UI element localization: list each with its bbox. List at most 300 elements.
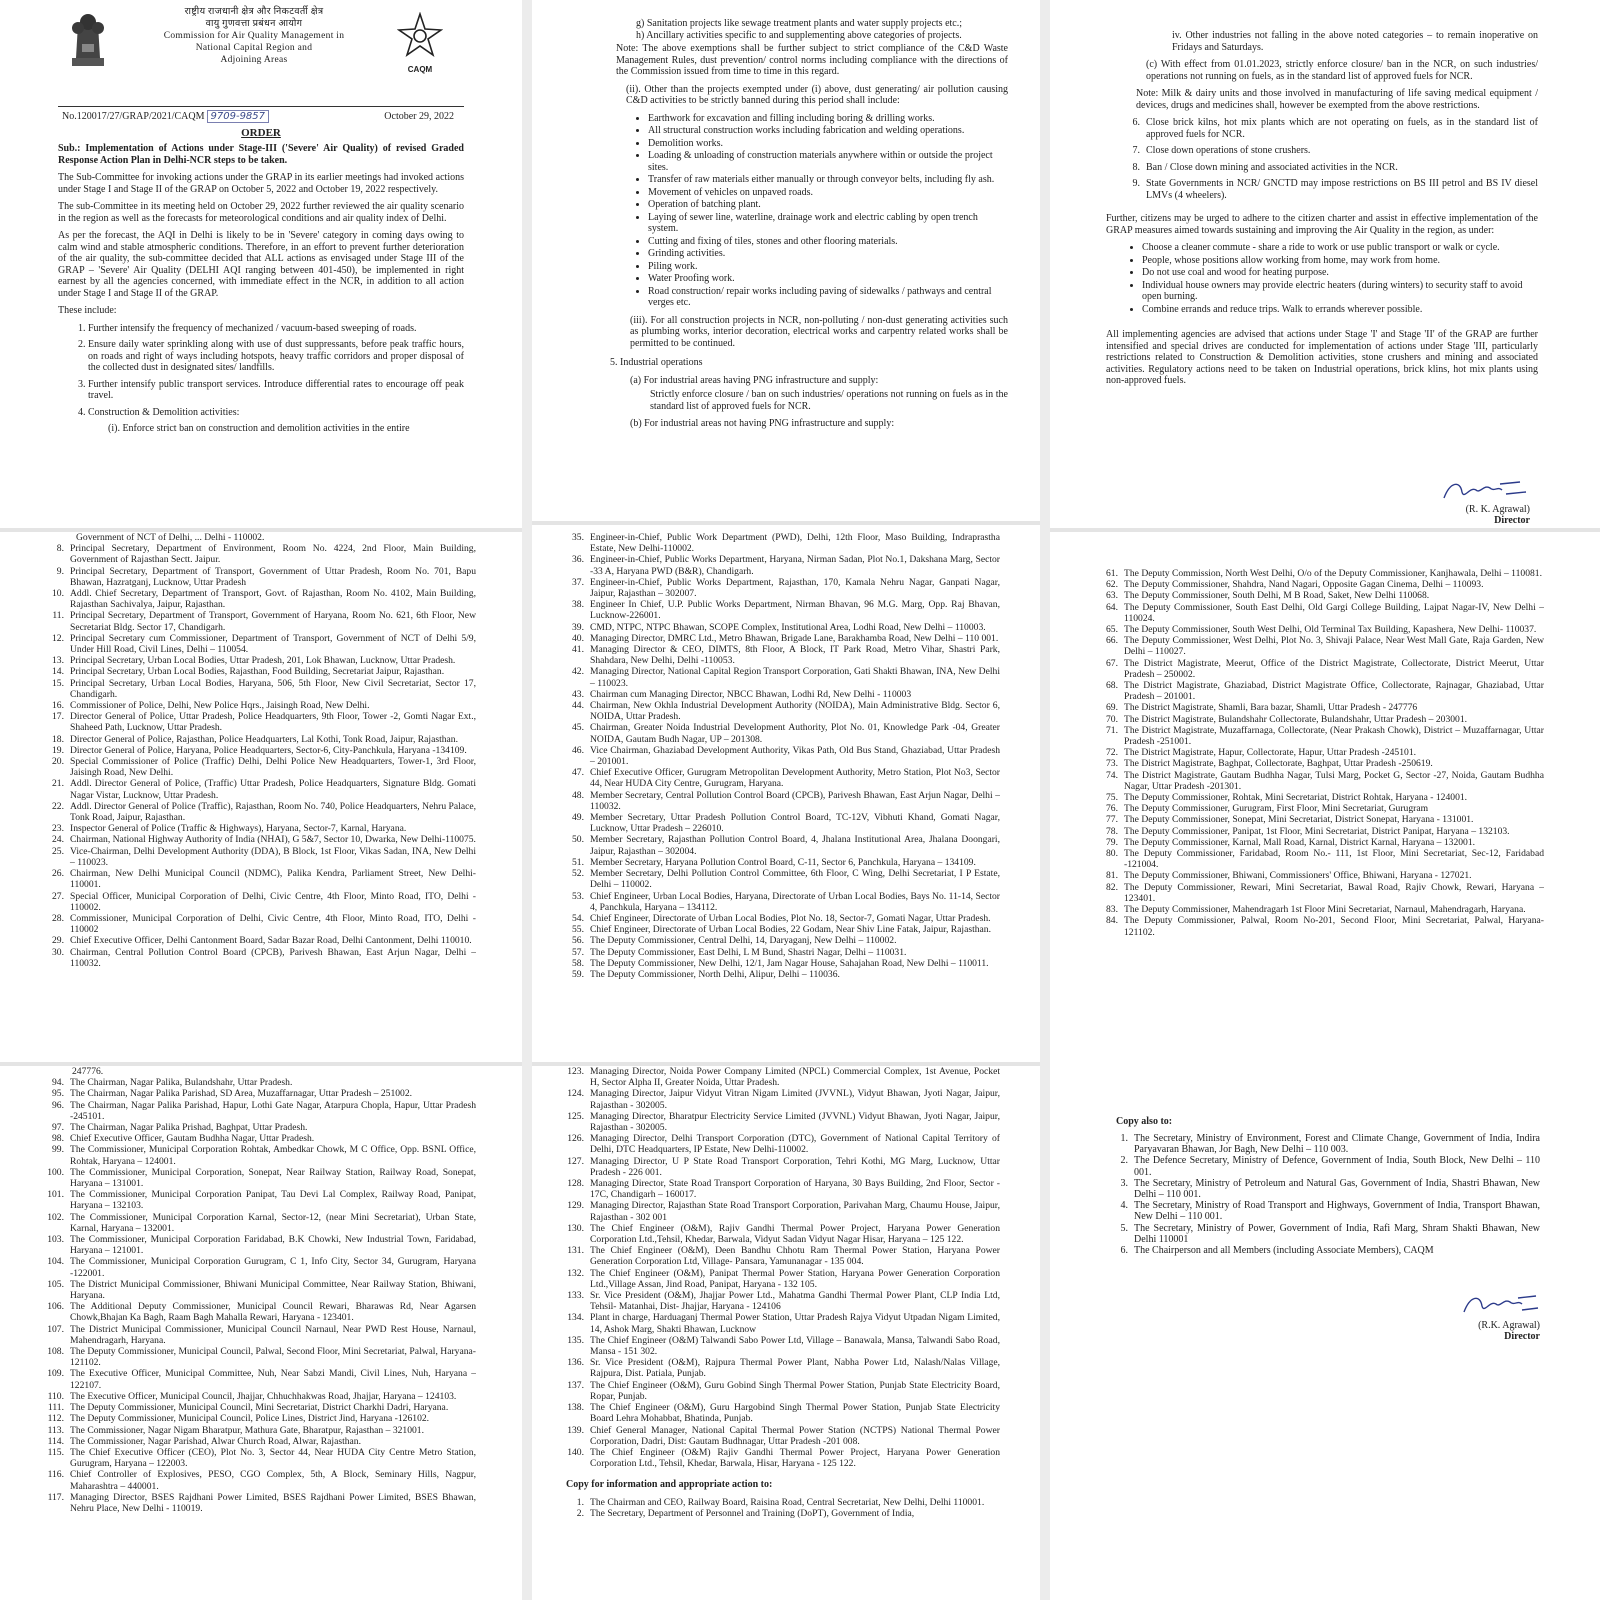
list-item [1090, 602, 1544, 624]
item-number: 46. [572, 744, 584, 756]
item-text: Chairman, Central Pollution Control Board (CPCB), Parivesh Bhawan, East Arjun Nagar, Delhi – 110032. [70, 946, 476, 969]
citizen-paragraph: Further, citizens may be urged to adhere to the citizen charter and assist in effective implementation of the GRAP measures aimed towards sustaining and improving the Air Quality in the region, as under: [1106, 213, 1538, 236]
item-text: The Chief Engineer (O&M), Rajiv Gandhi Thermal Power Project, Haryana Power Generation Corporation Ltd.,Tehsil, Khedar, Barwala, Vidyut Sadan Vidyut Nagar Hisar, Haryana – 125 122. [590, 1222, 1000, 1246]
item-text: Managing Director, Delhi Transport Corporation (DTC), Government of National Capital Territory of Delhi, DTC Headquarters, IP Estate, New Delhi-110002. [590, 1133, 1000, 1156]
signatory-designation: Director [1504, 1331, 1540, 1342]
item-number: 6. [1120, 1245, 1128, 1257]
item-number: 111. [47, 1402, 64, 1414]
item-number: 40. [572, 632, 584, 644]
item-number: 137. [567, 1379, 584, 1391]
item-text: The Deputy Commissioner, South West Delhi, Old Terminal Tax Building, Kapashera, New Delhi- 110037. [1124, 624, 1537, 636]
item-text: The Chief Engineer (O&M), Panipat Thermal Power Station, Haryana Power Generation Corporation Ltd.,Village Assan, Jind Road, Panipat, Haryana - 132 105. [590, 1267, 1000, 1290]
item-number: 133. [567, 1290, 584, 1302]
list-item [36, 1133, 476, 1144]
item-text: Chairman cum Managing Director, NBCC Bhawan, Lodhi Rd, New Delhi - 110003 [590, 688, 912, 700]
item-text: Close brick kilns, hot mix plants which are not operating on fuels, as in the standard list of approved fuels for NCR. [1146, 117, 1538, 140]
item-number: 21. [52, 778, 64, 790]
recipient-list-page [1090, 568, 1544, 1058]
item-text: Director General of Police, Haryana, Police Headquarters, Sector-6, City-Panchkula, Haryana -134109. [70, 744, 467, 756]
item-text: The Chief Engineer (O&M), Guru Hargobind Singh Thermal Power Station, Punjab State Electricity Board Lehra Mohabbat, Bhatinda, Punjab. [590, 1402, 1000, 1425]
item-text: Principal Secretary, Urban Local Bodies, Haryana, 506, 5th Floor, New Civil Secretariat, Sector 17, Chandigarh. [70, 677, 476, 700]
item-number: 66. [1106, 635, 1118, 647]
item-number: 14. [52, 666, 64, 678]
item-text: Inspector General of Police (Traffic & Highways), Haryana, Sector-7, Karnal, Haryana. [70, 823, 407, 835]
item-text: Addl. Chief Secretary, Department of Transport, Govt. of Rajasthan, Room No. 4102, Main Building, Rajasthan Sachivalya, Jaipur, Rajasthan. [70, 588, 476, 611]
list-item [36, 588, 476, 610]
ban-paragraph: (ii). Other than the projects exempted under (i) above, dust generating/ air pollution causing C&D activities to be strictly banned during this period shall include: [626, 83, 1008, 106]
item-text: Sr. Vice President (O&M), Rajpura Thermal Power Plant, Nabha Power Ltd, Nalash/Nalas Village, Rajpura, Dist. Patiala, Punjab. [590, 1357, 1000, 1380]
item-text: State Governments in NCR/ GNCTD may impose restrictions on BS III petrol and BS IV diesel LMVs (4 wheelers). [1146, 178, 1538, 201]
item-text: Principal Secretary, Department of Environment, Room No. 4224, 2nd Floor, Main Building, Government of Rajasthan Sectt. Jaipur. [70, 543, 476, 566]
item-text: Principal Secretary, Department of Transport, Government of Uttar Pradesh, Room No. 701, Bapu Bhawan, Hazratganj, Lucknow, Uttar Pradesh [70, 565, 476, 588]
list-item [36, 655, 476, 666]
national-emblem-icon [66, 4, 110, 72]
item-text: The Commissioner, Municipal Corporation Rohtak, Ambedkar Chowk, M C Office, Opp. BSNL Office, Rohtak, Haryana – 124001. [70, 1144, 476, 1167]
exempted-item: h) Ancillary activities specific to and supplementing above categories of projects. [636, 29, 962, 41]
list-item [1100, 1133, 1540, 1155]
banned-activity: • Water Proofing work. [648, 273, 1008, 285]
item-text: Managing Director & CEO, DIMTS, 8th Floor, A Block, IT Park Road, Metro Vihar, Shastri Park, Shahdara, New Delhi, Delhi -110053. [590, 644, 1000, 667]
item-number: 42. [572, 666, 584, 678]
item-number: 72. [1106, 747, 1118, 759]
item-number: 84. [1106, 915, 1118, 927]
copy-also-heading: Copy also to: [1116, 1116, 1173, 1127]
item-text: The Chairman, Nagar Palika, Bulandshahr, Uttar Pradesh. [70, 1077, 293, 1089]
item-number: 131. [567, 1245, 584, 1257]
item-number: 19. [52, 744, 64, 756]
list-item [1100, 1178, 1540, 1200]
item-number: 126. [567, 1133, 584, 1145]
list-item [1100, 1155, 1540, 1177]
item-number: 129. [567, 1200, 584, 1212]
item-text: Member Secretary, Delhi Pollution Control Committee, 6th Floor, C Wing, Delhi Secretariat, I P Estate, Delhi – 110002. [590, 868, 1000, 891]
item-text: The Secretary, Ministry of Road Transport and Highways, Government of India, Transport Bhawan, New Delhi – 110 001. [1134, 1200, 1540, 1223]
action-list [58, 323, 464, 419]
item-text: Chief Engineer, Directorate of Urban Local Bodies, Plot No. 18, Sector-7, Gomati Nagar, Uttar Pradesh. [590, 912, 991, 924]
list-item [556, 924, 1000, 935]
item-number: 96. [52, 1099, 64, 1111]
banned-activities-list [590, 113, 1008, 309]
item-text: The District Magistrate, Shamli, Bara bazar, Shamli, Uttar Pradesh - 247776 [1124, 702, 1418, 714]
list-item [556, 622, 1000, 633]
item-text: The Deputy Commissioner, Mahendragarh 1st Floor Mini Secretariat, Narnaul, Mahendragarh, Haryana. [1124, 904, 1526, 916]
item-number: 6. [1132, 117, 1140, 128]
item-text: The Deputy Commissioner, New Delhi, 12/1, Jam Nagar House, Sahajahan Road, New Delhi – 110011. [590, 957, 989, 969]
list-item [36, 1100, 476, 1122]
list-item [556, 1245, 1000, 1267]
item-number: 113. [47, 1424, 64, 1436]
item-number: 130. [567, 1222, 584, 1234]
item-text: The Deputy Commissioner, Municipal Council, Police Lines, District Jind, Haryana -126102. [70, 1413, 430, 1425]
list-item [556, 913, 1000, 924]
list-item [1090, 702, 1544, 713]
list-item [556, 1402, 1000, 1424]
item-text: Managing Director, DMRC Ltd., Metro Bhawan, Brigade Lane, Barakhamba Road, New Delhi – 110 001. [590, 632, 999, 644]
item-text: Chairman, Greater Noida Industrial Development Authority, Plot No. 01, Knowledge Park -04, Greater NOIDA, Gautam Budh Nagar, UP – 201308. [590, 722, 1000, 745]
item-text: The Deputy Commissioner, South East Delhi, Old Gargi College Building, Lajpat Nagar-IV, New Delhi – 110024. [1124, 601, 1544, 624]
item-text: The Chairman, Nagar Palika Parishad, SD Area, Muzaffarnagar, Uttar Pradesh – 251002. [70, 1088, 413, 1100]
item-text: Close down operations of stone crushers. [1146, 145, 1311, 156]
hindi-title: राष्ट्रीय राजधानी क्षेत्र और निकटवर्ती क्षेत्र [184, 7, 324, 17]
item-text: Engineer-in-Chief, Public Work Department (PWD), Delhi, 12th Floor, Maso Building, Indraprastha Estate, New Delhi-110002. [590, 532, 1000, 555]
item-text: The Defence Secretary, Ministry of Defence, Government of India, South Block, New Delhi – 110 001. [1134, 1155, 1540, 1178]
page-separator [1050, 528, 1600, 532]
list-item [36, 935, 476, 946]
list-item [36, 1413, 476, 1424]
item-text: The Chairman, Nagar Palika Parishad, Hapur, Lothi Gate Nagar, Atarpura Chopla, Hapur, Uttar Pradesh -245101. [70, 1099, 476, 1122]
list-item [36, 1234, 476, 1256]
recipient-list [1090, 568, 1544, 938]
column-gap [1040, 0, 1050, 1600]
item-text: The Commissioner, Nagar Nigam Bharatpur, Mathura Gate, Bharatpur, Rajasthan – 321001. [70, 1424, 424, 1436]
list-item [1100, 1223, 1540, 1245]
banned-activity: • Cutting and fixing of tiles, stones and other flooring materials. [648, 236, 1008, 248]
action-item: 3. Further intensify public transport services. Introduce differential rates to encourage off peak travel. [88, 379, 464, 402]
list-item [36, 1144, 476, 1166]
list-item [36, 913, 476, 935]
item-number: 99. [52, 1144, 64, 1156]
item-text: Managing Director, U P State Road Transport Corporation, Tehri Kothi, MG Marg, Lucknow, Uttar Pradesh - 226 001. [590, 1155, 1000, 1178]
item-text: The Deputy Commissioner, North Delhi, Alipur, Delhi – 110036. [590, 968, 840, 980]
item-text: Ban / Close down mining and associated activities in the NCR. [1146, 161, 1398, 173]
item-number: 107. [47, 1323, 64, 1335]
item-text: Sr. Vice President (O&M), Jhajjar Power Ltd., Mahatma Gandhi Thermal Power Plant, CLP India Ltd, Tehsil- Matanhai, Dist- Jhajjar, Haryana - 124106 [590, 1290, 1000, 1313]
list-item [556, 1200, 1000, 1222]
item-number: 117. [47, 1491, 64, 1503]
item-number: 63. [1106, 590, 1118, 602]
list-item [36, 823, 476, 834]
list-item [556, 891, 1000, 913]
item-text: Chairman, National Highway Authority of India (NHAI), G 5&7, Sector 10, Dwarka, New Delhi-110075. [70, 834, 476, 846]
item-number: 124. [567, 1088, 584, 1100]
item-text: Commissioner of Police, Delhi, New Police Hqrs., Jaisingh Road, New Delhi. [70, 700, 370, 712]
item-number: 103. [47, 1234, 64, 1246]
item-number: 95. [52, 1088, 64, 1100]
item-text: Vice-Chairman, Delhi Development Authority (DDA), B Block, 1st Floor, Vikas Sadan, INA, New Delhi – 110023. [70, 845, 476, 868]
list-item [36, 1402, 476, 1413]
item-number: 1. [1120, 1133, 1128, 1144]
list-item [1090, 635, 1544, 657]
signature-block [1410, 1290, 1540, 1342]
item-number: 108. [47, 1346, 64, 1358]
item-text: The Deputy Commissioner, Sonepat, Mini Secretariat, District Sonepat, Haryana - 131001. [1124, 814, 1474, 826]
list-item [36, 666, 476, 677]
order-paragraph: The sub-Committee in its meeting held on October 29, 2022 further reviewed the air quality scenario in the region as well as the forecasts for meteorological conditions and air quality index of Delhi. [58, 201, 464, 224]
industrial-operations-heading: 5. Industrial operations [610, 357, 703, 368]
action-item: 4. Construction & Demolition activities: [88, 407, 464, 419]
list-item [556, 577, 1000, 599]
item-number: 2. [1120, 1155, 1128, 1167]
item-text: Chief Controller of Explosives, PESO, CGO Complex, 5th, A Block, Seminary Hills, Nagpur, Maharashtra – 440001. [70, 1469, 476, 1492]
agencies-paragraph: All implementing agencies are advised that actions under Stage 'I' and Stage 'II' of the GRAP are further intensified and special drives are conducted for implementation of actions under Stage 'III, particularly restrictions related to Construction & Demolition activities, stone crushers and mining and associated activities. Regulatory actions need to be taken on Industrial operations, brick klins, hot mix plants using non-approved fuels. [1106, 329, 1538, 386]
list-item [556, 644, 1000, 666]
item-text: The Deputy Commissioner, Municipal Council, Mini Secretariat, District Charkhi Dadri, Haryana. [70, 1402, 449, 1414]
citizen-item: • Individual house owners may provide electric heaters (during winters) to security staff to avoid open burning. [1142, 280, 1538, 303]
handwritten-reference: 9709-9857 [207, 110, 270, 123]
item-text: Vice Chairman, Ghaziabad Development Authority, Vikas Path, Old Bus Stand, Ghaziabad, Uttar Pradesh – 201001. [590, 744, 1000, 768]
item-text: The Deputy Commissioner, Rewari, Mini Secretariat, Bawal Road, Rajiv Chowk, Rewari, Haryana – 123401. [1124, 881, 1544, 904]
item-number: 70. [1106, 713, 1118, 725]
item-number: 115. [47, 1446, 64, 1458]
list-item [556, 700, 1000, 722]
item-number: 9. [1132, 178, 1140, 189]
item-number: 102. [47, 1211, 64, 1223]
item-text: The Deputy Commissioner, Panipat, 1st Floor, Mini Secretariat, District Panipat, Haryana – 132103. [1124, 825, 1510, 837]
item-number: 61. [1106, 568, 1118, 579]
item-number: 39. [572, 621, 584, 633]
item-number: 37. [572, 576, 584, 588]
list-item [1090, 747, 1544, 758]
item-number: 68. [1106, 680, 1118, 692]
action-item: 2. Ensure daily water sprinkling along with use of dust suppressants, before peak traffic hours, on roads and right of ways including hotspots, heavy traffic corridors and proper disposal of the collected dust in designated sites/ landfills. [88, 339, 464, 374]
citizen-charter-list [1106, 242, 1538, 315]
item-number: 18. [52, 733, 64, 745]
item-number: 135. [567, 1334, 584, 1346]
list-item [36, 834, 476, 845]
recipient-list [36, 1077, 476, 1514]
list-item [556, 1133, 1000, 1155]
item-number: 80. [1106, 848, 1118, 860]
item-number: 104. [47, 1256, 64, 1268]
banned-activity: • All structural construction works including fabrication and welding operations. [648, 125, 1008, 137]
item-number: 4. [1120, 1200, 1128, 1212]
item-number: 7. [1132, 145, 1140, 156]
column-gap [522, 0, 532, 1600]
item-number: 100. [47, 1166, 64, 1178]
caqm-logo [394, 12, 446, 76]
item-text: Principal Secretary cum Commissioner, Department of Transport, Government of NCT of Delhi 5/9, Under Hill Road, Civil Lines, Delhi – 110054. [70, 632, 476, 656]
item-number: 65. [1106, 624, 1118, 636]
item-number: 116. [47, 1469, 64, 1481]
item-number: 97. [52, 1122, 64, 1134]
item-text: The Deputy Commissioner, West Delhi, Plot No. 3, Shivaji Palace, Near West Mall Gate, Raja Garden, New Delhi – 110027. [1124, 635, 1544, 658]
item-text: The Secretary, Ministry of Environment, Forest and Climate Change, Government of India, Indira Paryavaran Bhawan, Jor Bagh, New Delhi – 110 003. [1134, 1133, 1540, 1156]
order-page-2 [590, 18, 1008, 518]
item-number: 30. [52, 946, 64, 958]
org-name-line: Commission for Air Quality Management in [163, 31, 345, 41]
item-text: Engineer-in-Chief, Public Works Department, Rajasthan, 170, Kamala Nehru Nagar, Ganpati Nagar, Jaipur, Rajasthan – 302007. [590, 576, 1000, 600]
list-item [556, 868, 1000, 890]
item-number: 83. [1106, 904, 1118, 916]
list-item [36, 1189, 476, 1211]
reference-line [58, 111, 464, 122]
action-item [1112, 162, 1538, 174]
item-text: The District Magistrate, Muzaffarnaga, Collectorate, (Near Prakash Chowk), District – Muzaffarnagar, Uttar Pradesh -251001. [1124, 724, 1544, 748]
item-text: Plant in charge, Harduaganj Thermal Power Station, Uttar Pradesh Rajya Vidyut Utpadan Nigam Limited, 14, Ashok Marg, Shakti Bhawan, Lucknow [590, 1312, 1000, 1335]
item-text: The Commissioner, Municipal Corporation Gurugram, C 1, Info City, Sector 34, Gurugram, Haryana -122001. [70, 1256, 476, 1279]
item-text: Managing Director, Bharatpur Electricity Service Limited (JVVNL) Vidyut Bhawan, Jyoti Nagar, Jaipur, Rajasthan - 302005. [590, 1110, 1000, 1134]
item-number: 22. [52, 800, 64, 812]
item-number: 75. [1106, 792, 1118, 804]
list-item [556, 1508, 1000, 1519]
recipient-list-page [556, 1066, 1000, 1600]
caqm-star-icon [397, 12, 443, 60]
item-number: 77. [1106, 814, 1118, 826]
citizen-item: • People, whose positions allow working from home, may work from home. [1142, 255, 1538, 267]
list-item [36, 801, 476, 823]
item-number: 71. [1106, 724, 1118, 736]
item-number: 36. [572, 554, 584, 566]
item-text: Chief General Manager, National Capital Thermal Power Station (NCTPS) National Thermal Power Corporation, Dadri, Dist: Gautam Budhnagar, Uttar Pradesh -201 008. [590, 1424, 1000, 1447]
item-number: 41. [572, 644, 584, 656]
item-number: 1. [576, 1496, 584, 1508]
list-item [556, 1380, 1000, 1402]
list-item [556, 1290, 1000, 1312]
item-number: 53. [572, 890, 584, 902]
item-text: Chief Executive Officer, Gautam Budhha Nagar, Uttar Pradesh. [70, 1133, 315, 1145]
item-number: 50. [572, 834, 584, 846]
item-text: The Additional Deputy Commissioner, Municipal Council Rewari, Bharawas Rd, Near Agarsen Chowk,Bhajan Ka Bagh, Raam Bagh Mahalla Rewari, Haryana - 123401. [70, 1301, 476, 1324]
list-item [36, 1279, 476, 1301]
item-text: Special Commissioner of Police (Traffic) Delhi, Delhi Police New Headquarters, Tower-1, 3rd Floor, Jaisingh Road, New Delhi. [70, 756, 476, 779]
item-number: 45. [572, 722, 584, 734]
item-text: The Deputy Commissioner, East Delhi, L M Bund, Shastri Nagar, Delhi – 110031. [590, 946, 907, 958]
item-text: The Executive Officer, Municipal Committee, Nuh, Near Sabzi Mandi, Civil Lines, Nuh, Haryana – 122107. [70, 1368, 476, 1391]
industry-note: Note: Milk & dairy units and those involved in manufacturing of life saving medical equipment / devices, drugs and medicines shall, however be exempted from the above restrictions. [1136, 88, 1538, 111]
industrial-subheading: (a) For industrial areas having PNG infrastructure and supply: [630, 374, 879, 386]
item-text: Managing Director, BSES Rajdhani Power Limited, BSES Rajdhani Power Limited, BSES Bhawan, Nehru Place, New Delhi - 110019. [70, 1491, 476, 1514]
citizen-item: • Choose a cleaner commute - share a ride to work or use public transport or walk or cycle. [1142, 242, 1538, 254]
signatory-name: (R.K. Agrawal) [1478, 1320, 1540, 1331]
list-item [36, 868, 476, 890]
list-item [556, 935, 1000, 946]
item-text: Member Secretary, Rajasthan Pollution Control Board, 4, Jhalana Institutional Area, Jhalana Doongari, Jaipur, Rajasthan – 302004. [590, 834, 1000, 857]
list-item [1090, 658, 1544, 680]
list-item [556, 666, 1000, 688]
list-item [1100, 1245, 1540, 1256]
item-text: CMD, NTPC, NTPC Bhawan, SCOPE Complex, Institutional Area, Lodhi Road, New Delhi – 110003. [590, 621, 986, 633]
item-number: 28. [52, 912, 64, 924]
item-text: The District Magistrate, Baghpat, Collectorate, Baghpat, Uttar Pradesh -250619. [1124, 758, 1433, 770]
item-text: The Secretary, Ministry of Petroleum and Natural Gas, Government of India, Shastri Bhawan, New Delhi – 110 001. [1134, 1177, 1540, 1201]
list-item [1090, 714, 1544, 725]
item-text: The District Magistrate, Ghaziabad, District Magistrate Office, Collectorate, Rajnagar, Ghaziabad, Uttar Pradesh – 201001. [1124, 680, 1544, 703]
list-item [556, 1066, 1000, 1088]
list-item [556, 599, 1000, 621]
list-item [1090, 870, 1544, 881]
item-text: The Chief Engineer (O&M), Guru Gobind Singh Thermal Power Station, Punjab State Electricity Board, Ropar, Punjab. [590, 1379, 1000, 1402]
industrial-paragraph: Strictly enforce closure / ban on such industries/ operations not running on fuels as in the standard list of approved fuels for NCR. [650, 389, 1008, 412]
item-text: The Deputy Commissioner, South Delhi, M B Road, Saket, New Delhi 110068. [1124, 590, 1430, 602]
letterhead-text [124, 6, 384, 66]
list-item [36, 734, 476, 745]
item-number: 55. [572, 924, 584, 936]
list-item [36, 1469, 476, 1491]
item-text: Managing Director, National Capital Region Transport Corporation, Gati Shakti Bhawan, INA, New Delhi – 110023. [590, 666, 1000, 689]
list-item [36, 1436, 476, 1447]
item-number: 54. [572, 912, 584, 924]
banned-activity: • Grinding activities. [648, 248, 1008, 260]
list-item [556, 722, 1000, 744]
list-item [556, 1088, 1000, 1110]
item-text: The District Municipal Commissioner, Municipal Council Narnaul, Near PWD Rest House, Narnaul, Mahendragarh, Haryana. [70, 1323, 476, 1346]
item-text: The District Magistrate, Gautam Budhha Nagar, Tulsi Marg, Pocket G, Sector -27, Noida, Gautam Budhha Nagar, Uttar Pradesh -201301. [1124, 769, 1544, 792]
item-number: 139. [567, 1424, 584, 1436]
list-item [36, 1122, 476, 1133]
item-text: Chairman, New Okhla Industrial Development Authority (NOIDA), Main Administrative Bldg. Sector 6, NOIDA, Uttar Pradesh. [590, 700, 1000, 723]
item-number: 110. [47, 1390, 64, 1402]
item-number: 78. [1106, 825, 1118, 837]
list-item [556, 689, 1000, 700]
item-text: The District Magistrate, Meerut, Office of the District Magistrate, Collectorate, District Meerut, Uttar Pradesh – 250002. [1124, 657, 1544, 680]
order-page-1 [58, 0, 464, 528]
item-number: 10. [52, 588, 64, 600]
item-text: Managing Director, Noida Power Company Limited (NPCL) Commercial Complex, 1st Avenue, Pocket H, Sector Alpha II, Greater Noida, Uttar Pradesh. [590, 1066, 1000, 1089]
item-number: 62. [1106, 579, 1118, 591]
item-number: 114. [47, 1435, 64, 1447]
org-name-line: Adjoining Areas [220, 55, 288, 65]
recipient-list [36, 543, 476, 969]
item-number: 56. [572, 935, 584, 947]
industry-condition: iv. Other industries not falling in the above noted categories – to remain inoperative on Fridays and Saturdays. [1172, 30, 1538, 53]
list-item [1090, 792, 1544, 803]
item-text: The District Magistrate, Hapur, Collectorate, Hapur, Uttar Pradesh -245101. [1124, 747, 1417, 759]
action-item [1112, 178, 1538, 201]
list-lead-line: 247776. [72, 1066, 104, 1077]
copy-also-list [1100, 1133, 1540, 1256]
item-text: Director General of Police, Rajasthan, Police Headquarters, Lal Kothi, Tonk Road, Jaipur, Rajasthan. [70, 733, 459, 745]
item-number: 134. [567, 1312, 584, 1324]
list-item [1090, 770, 1544, 792]
list-item [36, 1324, 476, 1346]
item-number: 101. [47, 1189, 64, 1201]
banned-activity: • Road construction/ repair works including paving of sidewalks / pathways and central verges etc. [648, 286, 1008, 309]
item-number: 98. [52, 1133, 64, 1145]
item-text: The Commissioner, Municipal Corporation Faridabad, B.K Chowki, New Industrial Town, Faridabad, Haryana – 121001. [70, 1234, 476, 1257]
list-item [1090, 579, 1544, 590]
list-item [1090, 904, 1544, 915]
list-item [36, 947, 476, 969]
banned-activity: • Laying of sewer line, waterline, drainage work and electric cabling by open trench system. [648, 212, 1008, 235]
item-number: 136. [567, 1357, 584, 1369]
list-item [1090, 725, 1544, 747]
item-text: The Deputy Commissioner, Gurugram, First Floor, Mini Secretariat, Gurugram [1124, 803, 1429, 815]
item-number: 132. [567, 1267, 584, 1279]
item-text: The Deputy Commissioner, Rohtak, Mini Secretariat, District Rohtak, Haryana - 124001. [1124, 792, 1468, 804]
item-text: Special Officer, Municipal Corporation of Delhi, Civic Centre, 4th Floor, Minto Road, ITO, Delhi - 110002. [70, 890, 476, 913]
recipient-list-page [36, 532, 476, 1062]
banned-activity: • Demolition works. [648, 138, 1008, 150]
list-item [556, 834, 1000, 856]
item-text: Addl. Director General of Police (Traffic), Rajasthan, Room No. 740, Police Headquarters, Nehru Palace, Tonk Road, Jaipur, Rajasthan. [70, 800, 476, 824]
list-item [36, 756, 476, 778]
list-item [1090, 814, 1544, 825]
item-text: Managing Director, State Road Transport Corporation of Haryana, 30 Bays Building, 2nd Floor, Sector - 17C, Chandigarh – 160017. [590, 1178, 1000, 1201]
item-text: The Chief Engineer (O&M) Rajiv Gandhi Thermal Power Project, Haryana Power Generation Corporation Ltd., Tehsil, Khedar, Barwala, Hisar, Haryana - 125 122. [590, 1446, 1000, 1470]
list-item [36, 678, 476, 700]
item-number: 57. [572, 946, 584, 958]
item-number: 74. [1106, 769, 1118, 781]
list-item [556, 1178, 1000, 1200]
list-item [36, 700, 476, 711]
list-item [36, 778, 476, 800]
list-item [36, 1256, 476, 1278]
item-text: The Commissioner, Nagar Parishad, Alwar Church Road, Alwar, Rajasthan. [70, 1435, 361, 1447]
list-item [36, 1212, 476, 1234]
handwritten-signature [1460, 1290, 1540, 1320]
item-text: Engineer In Chief, U.P. Public Works Department, Nirman Bhavan, 96 M.G. Marg, Opp. Raj Bhavan, Lucknow-226001. [590, 599, 1000, 622]
item-number: 138. [567, 1402, 584, 1414]
list-item [36, 566, 476, 588]
item-number: 48. [572, 789, 584, 801]
item-number: 23. [52, 823, 64, 835]
item-text: Managing Director, Rajasthan State Road Transport Corporation, Parivahan Marg, Chaumu House, Jaipur, Rajasthan - 302 001 [590, 1200, 1000, 1223]
item-number: 35. [572, 532, 584, 543]
item-number: 52. [572, 868, 584, 880]
item-text: Addl. Director General of Police, (Traffic) Uttar Pradesh, Police Headquarters, Signature Bldg. Gomati Nagar Vistar, Lucknow, Uttar Pradesh. [70, 778, 476, 801]
order-paragraph: As per the forecast, the AQI in Delhi is likely to be in 'Severe' category in coming days owing to calm wind and stable atmospheric conditions. Therefore, in an effort to prevent further deterioration of the air quality, the sub-committee decided that ALL actions as envisaged under Stage III of the GRAP – 'Severe' Air Quality (DELHI AQI ranging between 401-450), be implemented in right earnest by all the agencies concerned, with immediate effect in the NCR, in addition to all action under Stage I and Stage II of the GRAP. [58, 230, 464, 299]
list-item [36, 1077, 476, 1088]
